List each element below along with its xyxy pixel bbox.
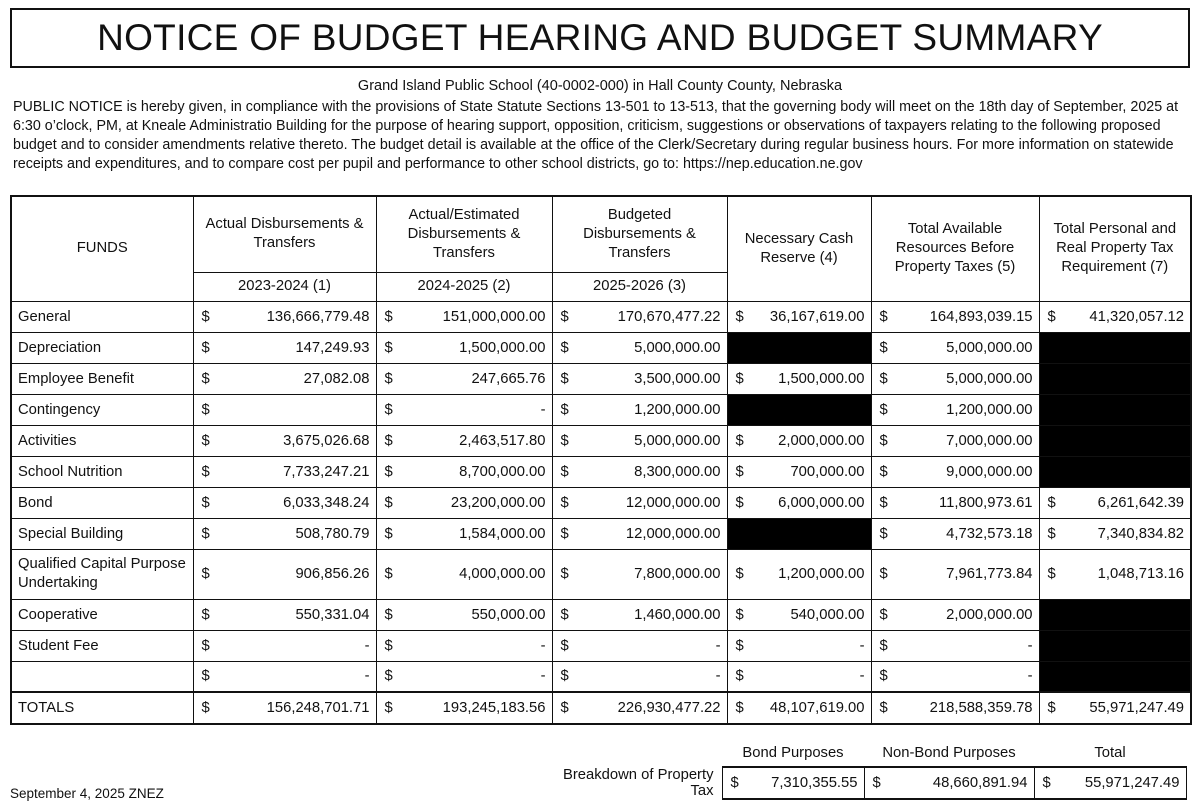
amount-cell: -	[400, 661, 552, 692]
currency-symbol: $	[552, 599, 576, 630]
amount-cell: 218,588,359.78	[895, 692, 1039, 724]
amount-cell: 23,200,000.00	[400, 487, 552, 518]
amount-cell: 5,000,000.00	[895, 363, 1039, 394]
fund-name: Contingency	[11, 394, 193, 425]
table-row	[11, 301, 1191, 332]
table-row	[11, 332, 1191, 363]
amount-cell: 136,666,779.48	[217, 301, 376, 332]
amount-cell: -	[895, 630, 1039, 661]
totals-row	[11, 692, 1191, 724]
currency-symbol: $	[727, 456, 751, 487]
table-row	[11, 599, 1191, 630]
currency-symbol: $	[727, 487, 751, 518]
amount-cell: 1,200,000.00	[576, 394, 727, 425]
amount-cell: 1,048,713.16	[1063, 549, 1191, 599]
currency-symbol: $	[376, 630, 400, 661]
table-row	[11, 518, 1191, 549]
currency-symbol: $	[1039, 549, 1063, 599]
amount-cell: 7,340,834.82	[1063, 518, 1191, 549]
header-property-tax-requirement: Total Personal and Real Property Tax Requirement (7)	[1039, 196, 1191, 301]
amount-cell: 27,082.08	[217, 363, 376, 394]
redacted-cell	[1039, 661, 1191, 692]
redacted-cell	[727, 332, 871, 363]
amount-cell: 4,732,573.18	[895, 518, 1039, 549]
currency-symbol: $	[193, 630, 217, 661]
amount-cell: -	[576, 661, 727, 692]
amount-cell: 1,460,000.00	[576, 599, 727, 630]
amount-cell	[217, 394, 376, 425]
redacted-cell	[727, 394, 871, 425]
fund-name: Qualified Capital Purpose Undertaking	[11, 549, 193, 599]
table-row	[11, 549, 1191, 599]
currency-symbol: $	[871, 425, 895, 456]
redacted-cell	[1039, 332, 1191, 363]
currency-symbol: $	[376, 599, 400, 630]
budget-table-body	[11, 301, 1191, 724]
amount-cell: 6,261,642.39	[1063, 487, 1191, 518]
district-subtitle: Grand Island Public School (40-0002-000) in Hall County County, Nebraska	[357, 78, 843, 94]
currency-symbol: $	[552, 630, 576, 661]
currency-symbol: $	[552, 518, 576, 549]
currency-symbol: $	[376, 332, 400, 363]
currency-symbol: $	[552, 332, 576, 363]
amount-cell: 5,000,000.00	[895, 332, 1039, 363]
fund-name: General	[11, 301, 193, 332]
page-title: NOTICE OF BUDGET HEARING AND BUDGET SUMMARY	[97, 17, 1103, 58]
currency-symbol: $	[871, 630, 895, 661]
currency-symbol: $	[376, 487, 400, 518]
currency-symbol: $	[1039, 518, 1063, 549]
currency-symbol: $	[193, 692, 217, 724]
currency-symbol: $	[376, 661, 400, 692]
currency-symbol: $	[871, 661, 895, 692]
currency-symbol: $	[727, 549, 751, 599]
amount-cell: 12,000,000.00	[576, 487, 727, 518]
currency-symbol: $	[727, 363, 751, 394]
amount-cell: 7,000,000.00	[895, 425, 1039, 456]
currency-symbol: $	[552, 692, 576, 724]
breakdown-value-total: 55,971,247.49	[1058, 767, 1186, 799]
amount-cell: 906,856.26	[217, 549, 376, 599]
fund-name: Employee Benefit	[11, 363, 193, 394]
currency-symbol: $	[193, 487, 217, 518]
amount-cell: 6,033,348.24	[217, 487, 376, 518]
table-row	[11, 394, 1191, 425]
currency-symbol: $	[193, 599, 217, 630]
amount-cell: 1,500,000.00	[400, 332, 552, 363]
currency-symbol: $	[871, 487, 895, 518]
currency-symbol: $	[871, 363, 895, 394]
amount-cell: 55,971,247.49	[1063, 692, 1191, 724]
breakdown-header-non-bond: Non-Bond Purposes	[882, 745, 1016, 761]
fund-name: Bond	[11, 487, 193, 518]
currency-symbol: $	[871, 394, 895, 425]
currency-symbol: $	[376, 692, 400, 724]
currency-symbol: $	[871, 301, 895, 332]
fund-name: TOTALS	[11, 692, 193, 724]
currency-symbol: $	[376, 425, 400, 456]
currency-symbol: $	[727, 630, 751, 661]
currency-symbol: $	[193, 661, 217, 692]
currency-symbol: $	[376, 301, 400, 332]
currency-symbol: $	[871, 549, 895, 599]
amount-cell: 5,000,000.00	[576, 332, 727, 363]
amount-cell: 7,961,773.84	[895, 549, 1039, 599]
amount-cell: 247,665.76	[400, 363, 552, 394]
amount-cell: 41,320,057.12	[1063, 301, 1191, 332]
header-actual-disbursements: Actual Disbursements & Transfers	[193, 196, 376, 272]
amount-cell: 6,000,000.00	[751, 487, 871, 518]
amount-cell: 170,670,477.22	[576, 301, 727, 332]
currency-symbol: $	[1039, 301, 1063, 332]
header-cash-reserve: Necessary Cash Reserve (4)	[727, 196, 871, 301]
redacted-cell	[1039, 630, 1191, 661]
header-budgeted-disbursements: Budgeted Disbursements & Transfers	[552, 196, 727, 272]
table-row	[11, 487, 1191, 518]
redacted-cell	[1039, 363, 1191, 394]
fund-name: Student Fee	[11, 630, 193, 661]
currency-symbol: $	[193, 394, 217, 425]
amount-cell: 156,248,701.71	[217, 692, 376, 724]
amount-cell: 2,463,517.80	[400, 425, 552, 456]
amount-cell: 540,000.00	[751, 599, 871, 630]
amount-cell: 1,500,000.00	[751, 363, 871, 394]
amount-cell: 36,167,619.00	[751, 301, 871, 332]
currency-symbol: $	[193, 518, 217, 549]
currency-symbol: $	[193, 425, 217, 456]
redacted-cell	[727, 518, 871, 549]
amount-cell: -	[751, 630, 871, 661]
header-year-2024-2025: 2024-2025 (2)	[376, 272, 552, 301]
currency-symbol: $	[871, 692, 895, 724]
currency-symbol: $	[552, 549, 576, 599]
currency-symbol: $	[552, 363, 576, 394]
amount-cell: 5,000,000.00	[576, 425, 727, 456]
amount-cell: -	[895, 661, 1039, 692]
breakdown-header-total: Total	[1094, 745, 1126, 761]
amount-cell: -	[576, 630, 727, 661]
table-row	[11, 363, 1191, 394]
amount-cell: 147,249.93	[217, 332, 376, 363]
currency-symbol: $	[552, 394, 576, 425]
amount-cell: 8,700,000.00	[400, 456, 552, 487]
fund-name: School Nutrition	[11, 456, 193, 487]
amount-cell: 4,000,000.00	[400, 549, 552, 599]
breakdown-value-non-bond: 48,660,891.94	[888, 767, 1034, 799]
amount-cell: 1,200,000.00	[751, 549, 871, 599]
currency-symbol: $	[552, 425, 576, 456]
amount-cell: 48,107,619.00	[751, 692, 871, 724]
fund-name	[11, 661, 193, 692]
breakdown-header-bond: Bond Purposes	[742, 745, 844, 761]
amount-cell: -	[400, 394, 552, 425]
currency-symbol: $	[871, 456, 895, 487]
table-row	[11, 661, 1191, 692]
amount-cell: 700,000.00	[751, 456, 871, 487]
redacted-cell	[1039, 394, 1191, 425]
amount-cell: -	[217, 661, 376, 692]
redacted-cell	[1039, 456, 1191, 487]
currency-symbol: $	[193, 332, 217, 363]
amount-cell: -	[751, 661, 871, 692]
fund-name: Cooperative	[11, 599, 193, 630]
fund-name: Depreciation	[11, 332, 193, 363]
amount-cell: 12,000,000.00	[576, 518, 727, 549]
amount-cell: 550,331.04	[217, 599, 376, 630]
amount-cell: 11,800,973.61	[895, 487, 1039, 518]
currency-symbol: $	[193, 301, 217, 332]
breakdown-value-bond: 7,310,355.55	[746, 767, 864, 799]
currency-symbol: $	[871, 518, 895, 549]
amount-cell: 226,930,477.22	[576, 692, 727, 724]
currency-symbol: $	[727, 599, 751, 630]
title-box	[10, 8, 1190, 68]
header-funds: FUNDS	[11, 196, 193, 301]
currency-symbol: $	[871, 599, 895, 630]
amount-cell: 508,780.79	[217, 518, 376, 549]
redacted-cell	[1039, 425, 1191, 456]
amount-cell: 8,300,000.00	[576, 456, 727, 487]
amount-cell: 3,675,026.68	[217, 425, 376, 456]
currency-symbol: $	[722, 767, 746, 799]
currency-symbol: $	[552, 487, 576, 518]
header-year-2023-2024: 2023-2024 (1)	[193, 272, 376, 301]
amount-cell: 9,000,000.00	[895, 456, 1039, 487]
currency-symbol: $	[552, 661, 576, 692]
amount-cell: 151,000,000.00	[400, 301, 552, 332]
property-tax-breakdown	[554, 740, 1187, 800]
currency-symbol: $	[193, 456, 217, 487]
currency-symbol: $	[376, 518, 400, 549]
currency-symbol: $	[376, 363, 400, 394]
public-notice-text: PUBLIC NOTICE is hereby given, in compliance with the provisions of State Statute Sections 13-501 to 13-513, that the governing body will meet on the 18th day of September, 2025 at 6:30 o’clock, PM, at Kneale Administratio Building for the purpose of hearing support, opposition, criticism, suggestions or observations of taxpayers relating to the following proposed budget and to consider amendments relative thereto. The budget detail is available at the office of the Clerk/Secretary during regular business hours. For more information on statewide receipts and expenditures, and to compare cost per pupil and performance to other school districts, go to: https://nep.education.ne.gov	[13, 99, 1179, 172]
redacted-cell	[1039, 599, 1191, 630]
currency-symbol: $	[193, 363, 217, 394]
currency-symbol: $	[871, 332, 895, 363]
currency-symbol: $	[727, 661, 751, 692]
amount-cell: 2,000,000.00	[751, 425, 871, 456]
table-row	[11, 630, 1191, 661]
amount-cell: 3,500,000.00	[576, 363, 727, 394]
amount-cell: -	[217, 630, 376, 661]
currency-symbol: $	[552, 301, 576, 332]
currency-symbol: $	[864, 767, 888, 799]
currency-symbol: $	[376, 549, 400, 599]
currency-symbol: $	[727, 425, 751, 456]
amount-cell: 1,584,000.00	[400, 518, 552, 549]
table-row	[11, 425, 1191, 456]
amount-cell: 164,893,039.15	[895, 301, 1039, 332]
currency-symbol: $	[1039, 487, 1063, 518]
amount-cell: 193,245,183.56	[400, 692, 552, 724]
currency-symbol: $	[1034, 767, 1058, 799]
header-year-2025-2026: 2025-2026 (3)	[552, 272, 727, 301]
header-estimated-disbursements: Actual/Estimated Disbursements & Transfers	[376, 196, 552, 272]
currency-symbol: $	[376, 456, 400, 487]
amount-cell: 550,000.00	[400, 599, 552, 630]
currency-symbol: $	[552, 456, 576, 487]
breakdown-label: Breakdown of Property Tax	[562, 767, 714, 799]
currency-symbol: $	[727, 692, 751, 724]
fund-name: Activities	[11, 425, 193, 456]
amount-cell: 7,733,247.21	[217, 456, 376, 487]
header-available-resources: Total Available Resources Before Property Taxes (5)	[871, 196, 1039, 301]
publication-date: September 4, 2025 ZNEZ	[10, 786, 164, 801]
currency-symbol: $	[727, 301, 751, 332]
currency-symbol: $	[376, 394, 400, 425]
table-row	[11, 456, 1191, 487]
amount-cell: 1,200,000.00	[895, 394, 1039, 425]
amount-cell: -	[400, 630, 552, 661]
budget-summary-table	[10, 195, 1192, 725]
currency-symbol: $	[193, 549, 217, 599]
currency-symbol: $	[1039, 692, 1063, 724]
amount-cell: 2,000,000.00	[895, 599, 1039, 630]
fund-name: Special Building	[11, 518, 193, 549]
amount-cell: 7,800,000.00	[576, 549, 727, 599]
